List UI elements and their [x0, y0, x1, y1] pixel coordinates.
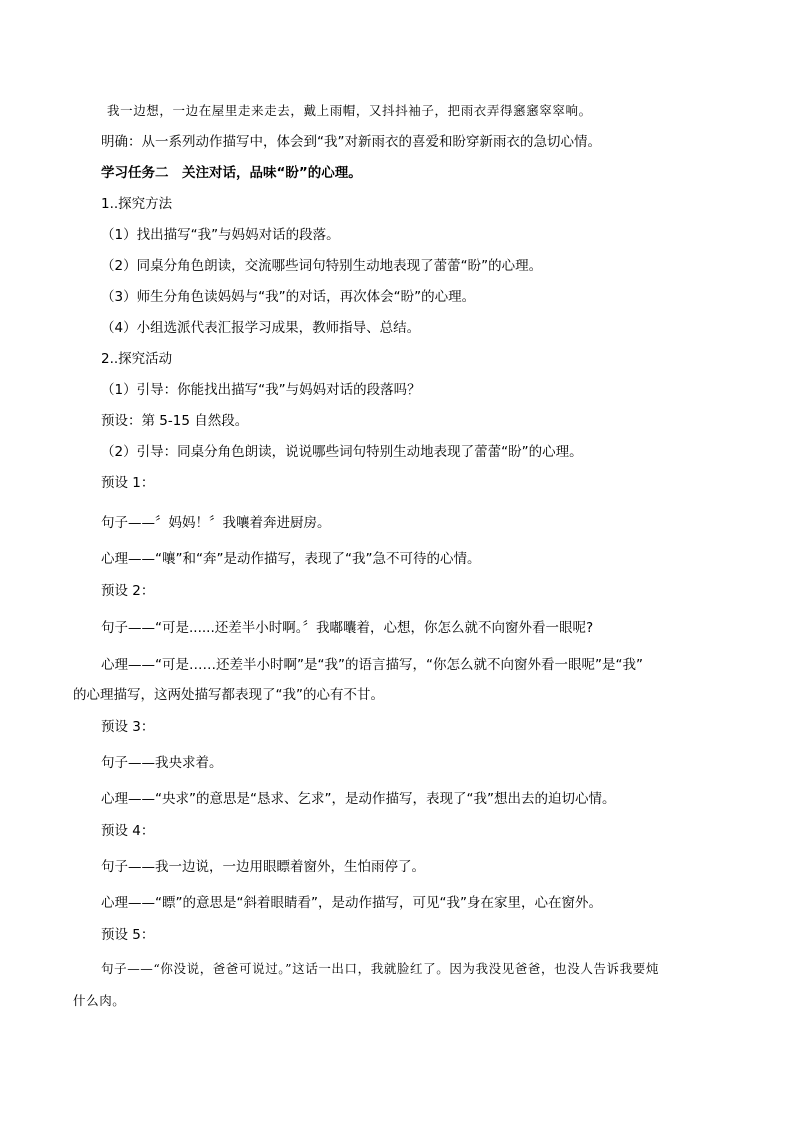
- preset-4-psychology: 心理——“瞟”的意思是“斜着眼睛看”，是动作描写，可见“我”身在家里，心在窗外。: [101, 895, 602, 911]
- activity-guide-2: （2）引导：同桌分角色朗读，说说哪些词句特别生动地表现了蕾蕾“盼”的心理。: [101, 444, 583, 460]
- preset-label-2: 预设 2：: [101, 583, 155, 599]
- preset-2-psychology-line-2: 的心理描写，这两处描写都表现了“我”的心有不甘。: [73, 687, 384, 703]
- preset-3-sentence: 句子——我央求着。: [101, 755, 223, 771]
- preset-label-3: 预设 3：: [101, 719, 155, 735]
- activity-answer-1: 预设：第 5-15 自然段。: [101, 413, 249, 429]
- method-step-3: （3）师生分角色读妈妈与“我”的对话，再次体会“盼”的心理。: [101, 289, 476, 305]
- preset-label-4: 预设 4：: [101, 823, 155, 839]
- activity-guide-1: （1）引导：你能找出描写“我”与妈妈对话的段落吗？: [101, 382, 421, 398]
- preset-2-sentence: 句子——“可是......还差半小时啊。〞我嘟囔着，心想，你怎么就不向窗外看一眼呢?: [101, 620, 594, 636]
- section-heading-method: 1..探究方法: [101, 196, 173, 212]
- preset-1-sentence: 句子——〞妈妈！〞我嚷着奔进厨房。: [101, 515, 331, 531]
- preset-label-5: 预设 5：: [101, 927, 155, 943]
- preset-4-sentence: 句子——我一边说，一边用眼瞟着窗外，生怕雨停了。: [101, 859, 425, 875]
- section-heading-activity: 2..探究活动: [101, 351, 173, 367]
- quote-line: 我一边想，一边在屋里走来走去，戴上雨帽，又抖抖袖子，把雨衣弄得窸窸窣窣响。: [107, 103, 592, 118]
- method-step-1: （1）找出描写“我”与妈妈对话的段落。: [101, 227, 340, 243]
- clarification-line: 明确：从一系列动作描写中，体会到“我”对新雨衣的喜爱和盼穿新雨衣的急切心情。: [101, 134, 601, 150]
- preset-3-psychology: 心理——“央求”的意思是“恳求、乞求”，是动作描写，表现了“我”想出去的迫切心情。: [101, 791, 616, 807]
- preset-5-sentence-line-1: 句子——“你没说，爸爸可说过。”这话一出口，我就脸红了。因为我没见爸爸，也没人告诉我要炖: [101, 961, 659, 976]
- preset-5-sentence-line-2: 什么肉。: [73, 993, 126, 1008]
- preset-2-psychology-line-1: 心理——“可是……还差半小时啊”是“我”的语言描写，“你怎么就不向窗外看一眼呢”是“我”: [101, 657, 643, 673]
- preset-label-1: 预设 1：: [101, 475, 155, 491]
- method-step-4: （4）小组选派代表汇报学习成果，教师指导、总结。: [101, 320, 421, 336]
- task-heading: 学习任务二 关注对话，品味“盼”的心理。: [101, 165, 362, 181]
- preset-1-psychology: 心理——“嚷”和“奔”是动作描写，表现了“我”急不可待的心情。: [101, 551, 481, 567]
- method-step-2: （2）同桌分角色朗读，交流哪些词句特别生动地表现了蕾蕾“盼”的心理。: [101, 258, 543, 274]
